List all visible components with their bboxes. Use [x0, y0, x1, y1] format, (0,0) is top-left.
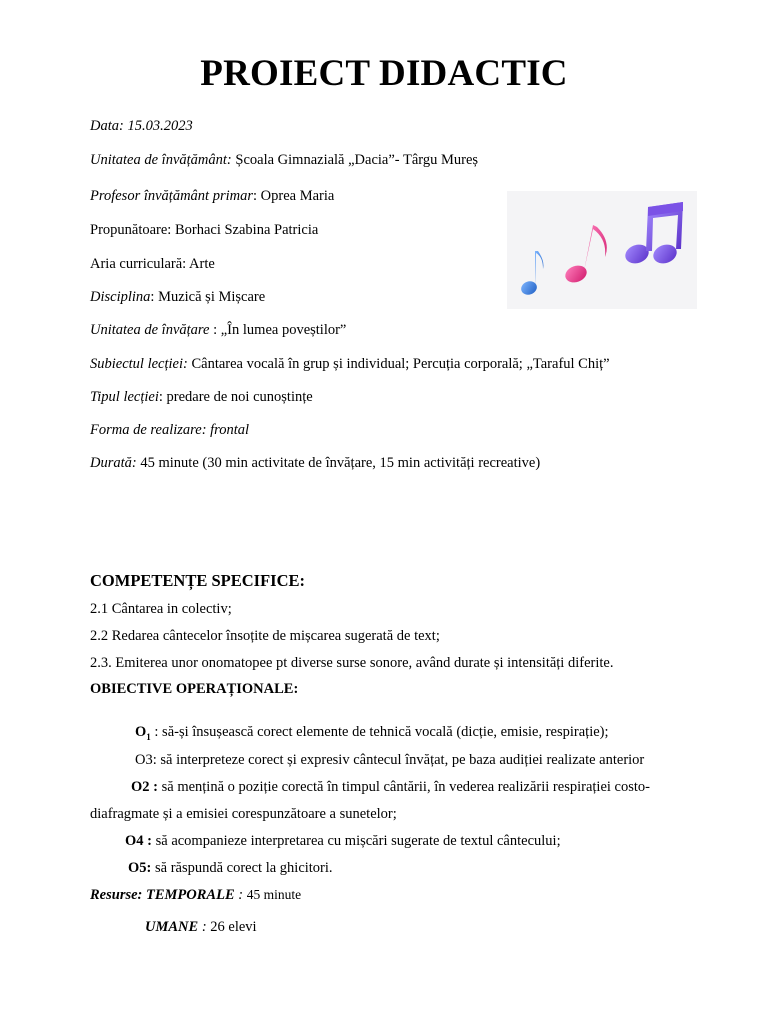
learning-unit-value: : „În lumea poveștilor” [209, 322, 347, 338]
school-line [90, 152, 478, 169]
resources-human-line [145, 919, 257, 936]
objective-o2 [131, 779, 650, 796]
competence-item: 2.1 Cântarea in colectiv; [90, 601, 232, 617]
lesson-subject-label: Subiectul lecției: [90, 356, 188, 372]
teacher-label: Profesor învățământ primar [90, 188, 253, 204]
lesson-subject-value: Cântarea vocală în grup și individual; Percuția corporală; „Taraful Chiț” [187, 356, 610, 372]
teacher-value: : Oprea Maria [253, 188, 335, 204]
resources-human-value: 26 elevi [210, 919, 257, 935]
objective-o2-text: să mențină o poziție corectă în timpul cântării, în vederea realizării respirației costo- [157, 779, 650, 795]
resources-temporal-value: 45 minute [246, 887, 302, 902]
competence-item: 2.2 Redarea cântecelor însoțite de mișcarea sugerată de text; [90, 628, 440, 644]
form-line: Forma de realizare: frontal [90, 422, 250, 438]
duration-line [90, 455, 540, 472]
objective-o1-label: O [135, 724, 147, 740]
objective-o4-text: să acompanieze interpretarea cu mișcări sugerate de textul cântecului; [151, 833, 561, 849]
objective-o5-text: să răspundă corect la ghicitori. [151, 860, 333, 876]
school-label: Unitatea de învățământ: [90, 152, 232, 168]
music-notes-image [507, 191, 697, 309]
resources-human-separator: : [198, 919, 211, 935]
discipline-line [90, 289, 265, 306]
objective-o4-label: O4 : [125, 833, 152, 849]
discipline-label: Disciplina [90, 289, 151, 305]
lesson-subject-line [90, 356, 610, 373]
document-title: PROIECT DIDACTIC [200, 53, 568, 94]
objective-o2-continuation: diafragmate și a emisiei corespunzătoare a sunetelor; [90, 806, 397, 822]
competence-item: 2.3. Emiterea unor onomatopee pt diverse surse sonore, având durate și intensități diferite. [90, 655, 614, 671]
resources-separator: : [234, 887, 247, 903]
duration-value: 45 minute (30 min activitate de învățare, 15 min activități recreative) [136, 455, 541, 471]
objective-o1-text: : să-și însușească corect elemente de tehnică vocală (dicție, emisie, respirație); [150, 724, 609, 740]
proposer-line: Propunătoare: Borhaci Szabina Patricia [90, 222, 319, 238]
objective-o1-sub: 1 [146, 731, 151, 742]
objective-o5 [128, 860, 333, 877]
lesson-type-line [90, 389, 313, 406]
lesson-type-value: : predare de noi cunoștințe [158, 389, 313, 405]
lesson-type-label: Tipul lecției [90, 389, 159, 405]
curricular-area-line: Aria curriculară: Arte [90, 256, 215, 272]
objective-o3: O3: să interpreteze corect și expresiv cântecul învățat, pe baza audiției realizate anterior [135, 752, 645, 768]
teacher-line [90, 188, 334, 205]
resources-temporal-line [90, 887, 301, 904]
learning-unit-line [90, 322, 346, 339]
duration-label: Durată: [90, 455, 137, 471]
date-line: Data: 15.03.2023 [90, 118, 193, 134]
objective-o4 [125, 833, 561, 850]
discipline-value: : Muzică și Mișcare [150, 289, 266, 305]
resources-human-label: UMANE [145, 919, 199, 935]
music-notes-icon [507, 191, 697, 309]
competences-heading: COMPETENȚE SPECIFICE: [90, 571, 305, 590]
school-value: Școala Gimnazială „Dacia”- Târgu Mureș [231, 152, 479, 168]
objectives-heading: OBIECTIVE OPERAȚIONALE: [90, 681, 299, 697]
objective-o1 [135, 724, 609, 742]
learning-unit-label: Unitatea de învățare [90, 322, 210, 338]
objective-o5-label: O5: [128, 860, 152, 876]
resources-temporal-label: Resurse: TEMPORALE [90, 887, 235, 903]
objective-o2-label: O2 : [131, 779, 158, 795]
